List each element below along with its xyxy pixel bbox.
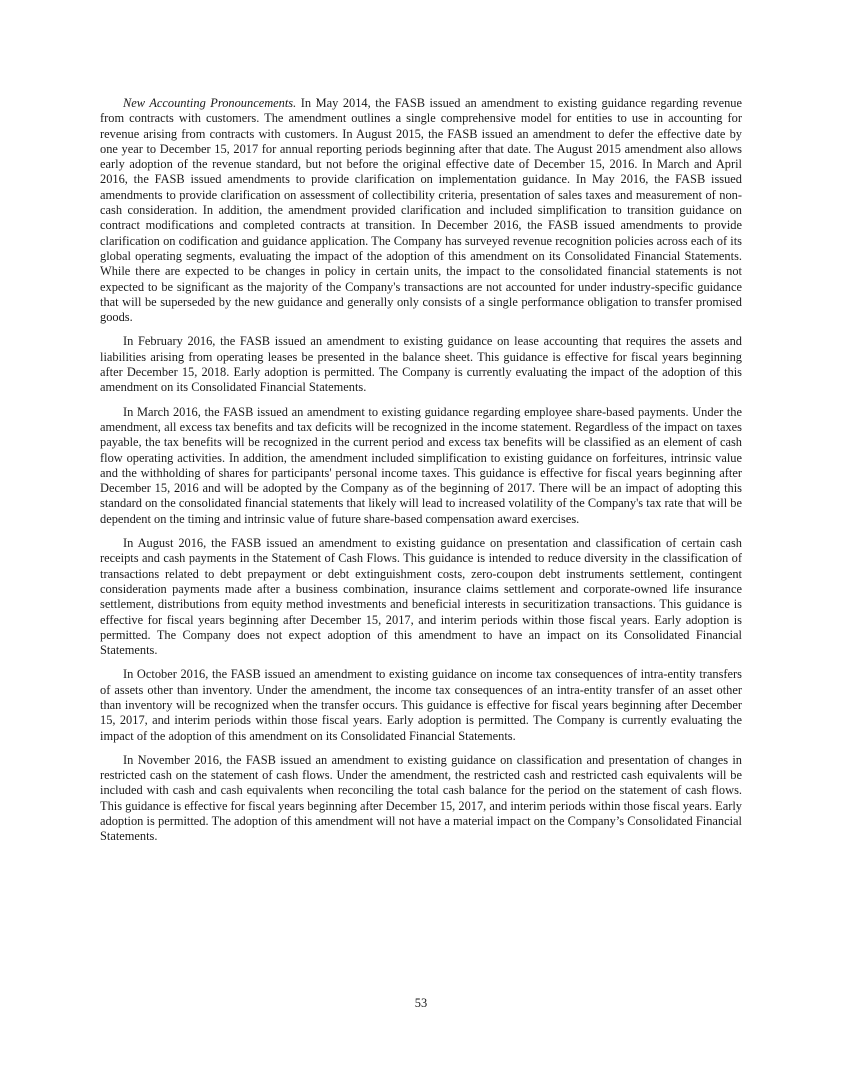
paragraph-cash-flow-classification: In August 2016, the FASB issued an amendment to existing guidance on presentation and classification of certain cash receipts and cash payments in the Statement of Cash Flows. This guidance is intended to reduce diversity in the classification of transactions related to debt prepayment or debt extinguishment costs, zero-coupon debt instruments settlement, contingent consideration payments made after a business combination, insurance claims settlement and corporate-owned life insurance settlement, distributions from equity method investments and beneficial interests in securitization transactions. This guidance is effective for fiscal years beginning after December 15, 2017, and interim periods within those fiscal years. Early adoption is permitted. The Company does not expect adoption of this amendment to have an impact on its Consolidated Financial Statements. [100, 536, 742, 658]
paragraph-new-accounting-pronouncements [100, 96, 742, 325]
paragraph-lease-accounting: In February 2016, the FASB issued an amendment to existing guidance on lease accounting that requires the assets and liabilities arising from operating leases be presented in the balance sheet. This guidance is effective for fiscal years beginning after December 15, 2018. Early adoption is permitted. The Company is currently evaluating the impact of the adoption of this amendment on its Consolidated Financial Statements. [100, 334, 742, 395]
section-lead-heading: New Accounting Pronouncements. [123, 96, 297, 110]
page-number: 53 [414, 996, 428, 1010]
paragraph-intra-entity-transfers: In October 2016, the FASB issued an amendment to existing guidance on income tax consequences of intra-entity transfers of assets other than inventory. Under the amendment, the income tax consequences of an intra-entity transfer of an asset other than inventory will be recognized when the transfer occurs. This guidance is effective for fiscal years beginning after December 15, 2017, and interim periods within those fiscal years. Early adoption is permitted. The Company is currently evaluating the impact of the adoption of this amendment on its Consolidated Financial Statements. [100, 667, 742, 743]
paragraph-text: In May 2014, the FASB issued an amendment to existing guidance regarding revenue from contracts with customers. The amendment outlines a single comprehensive model for entities to use in accounting for revenue arising from contracts with customers. In August 2015, the FASB issued an amendment to defer the effective date by one year to December 15, 2017 for annual reporting periods beginning after that date. The August 2015 amendment also allows early adoption of the revenue standard, but not before the original effective date of December 15, 2016. In March and April 2016, the FASB issued amendments to provide clarification on implementation guidance. In May 2016, the FASB issued amendments to provide clarification on assessment of collectibility criteria, presentation of sales taxes and measurement of non-cash consideration. In addition, the amendment provided clarification and included simplification to transition guidance on contract modifications and completed contracts at transition. In December 2016, the FASB issued amendments to provide clarification on codification and guidance application. The Company has surveyed revenue recognition policies across each of its global operating segments, evaluating the impact of the adoption of this amendment on its Consolidated Financial Statements. While there are expected to be changes in policy in certain units, the impact to the consolidated financial statements is not expected to be significant as the majority of the Company's transactions are not accounted for under industry-specific guidance that will be superseded by the new guidance and generally only consists of a single performance obligation to transfer promised goods. [100, 96, 743, 325]
document-body [100, 96, 742, 854]
paragraph-share-based-payments: In March 2016, the FASB issued an amendment to existing guidance regarding employee share-based payments. Under the amendment, all excess tax benefits and tax deficits will be recognized in the income statement. Regardless of the impact on taxes payable, the tax benefits will be recognized in the current period and excess tax benefits will be classified as an element of cash flow operating activities. In addition, the amendment included simplification to existing guidance on forfeitures, intrinsic value and the withholding of shares for participants' personal income taxes. This guidance is effective for fiscal years beginning after December 15, 2016 and will be adopted by the Company as of the beginning of 2017. There will be an impact of adopting this standard on the consolidated financial statements that likely will lead to increased volatility of the Company's tax rate that will be dependent on the timing and intrinsic value of future share-based compensation award exercises. [100, 404, 742, 526]
paragraph-restricted-cash: In November 2016, the FASB issued an amendment to existing guidance on classification and presentation of changes in restricted cash on the statement of cash flows. Under the amendment, the restricted cash and restricted cash equivalents will be included with cash and cash equivalents when reconciling the total cash balance for the period on the statement of cash flows. This guidance is effective for fiscal years beginning after December 15, 2017, and interim periods within those fiscal years. Early adoption is permitted. The adoption of this amendment will not have a material impact on the Company’s Consolidated Financial Statements. [100, 752, 742, 844]
